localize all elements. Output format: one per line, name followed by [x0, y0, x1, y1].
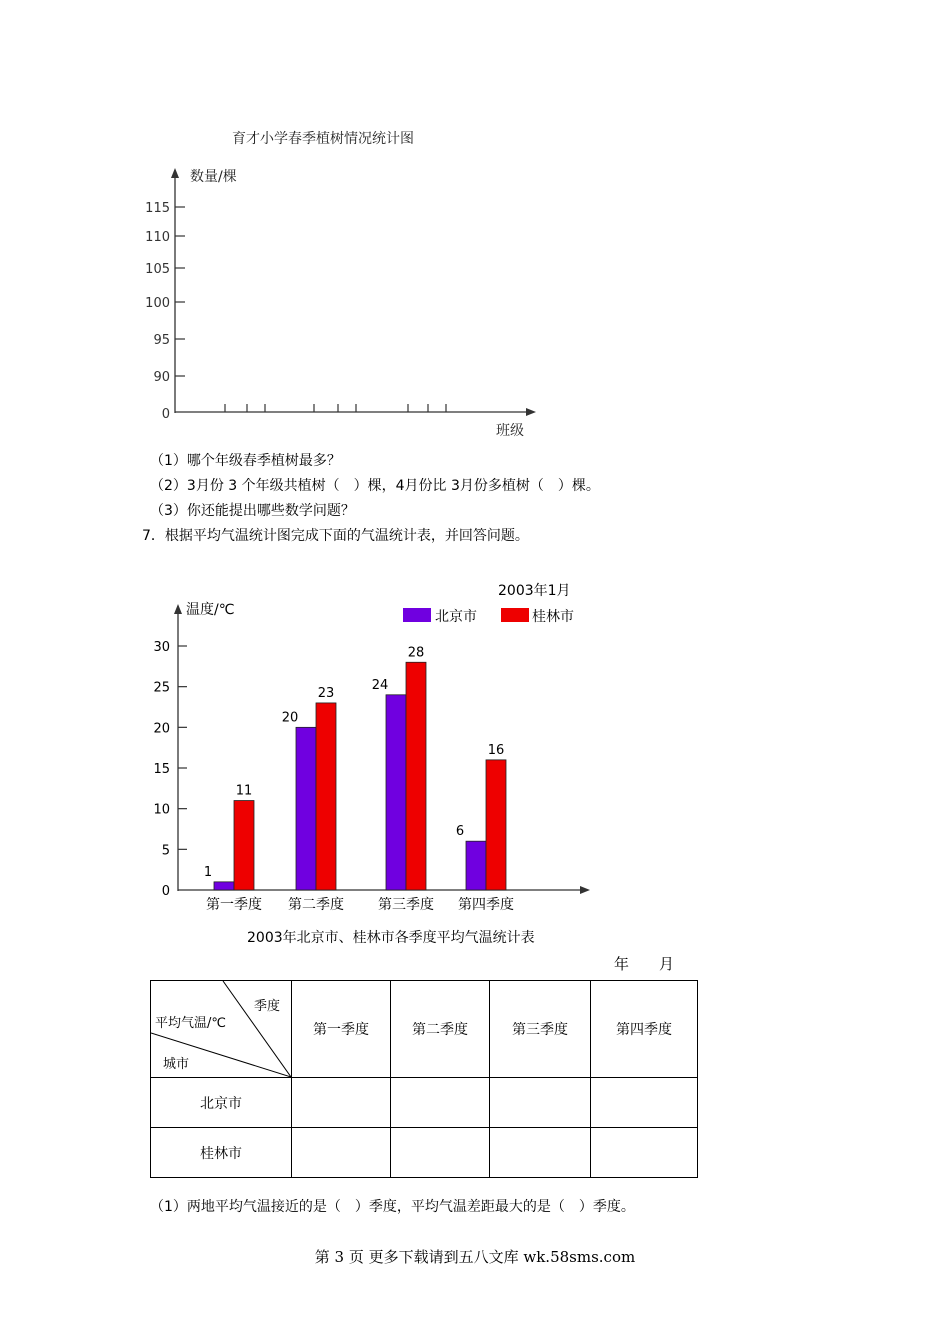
table-row-label-guilin: 桂林市	[151, 1128, 292, 1178]
bar-value-label: 24	[371, 677, 389, 693]
chart2-category-label: 第四季度	[458, 897, 514, 913]
table-cell[interactable]	[292, 1078, 391, 1128]
legend-swatch-guilin	[501, 608, 529, 622]
chart2-category-label: 第二季度	[288, 897, 344, 913]
chart2-ytick-label: 5	[161, 843, 170, 859]
bar-value-label: 16	[487, 742, 505, 758]
corner-label-city: 城市	[163, 1057, 190, 1072]
question-3: （3）你还能提出哪些数学问题？	[150, 503, 355, 519]
question-last: （1）两地平均气温接近的是（ ）季度，平均气温差距最大的是（ ）季度。	[150, 1199, 635, 1215]
chart1-ytick-label: 115	[145, 201, 170, 216]
chart2-ytick-label: 20	[153, 721, 170, 737]
question-1: （1）哪个年级春季植树最多？	[150, 453, 341, 469]
table-cell[interactable]	[391, 1078, 490, 1128]
bar-beijing-q4	[466, 841, 486, 890]
legend-label-beijing: 北京市	[435, 609, 477, 625]
legend-swatch-beijing	[403, 608, 431, 622]
bar-value-label: 11	[235, 783, 253, 799]
table-header-q3: 第三季度	[490, 981, 591, 1078]
chart1-ylabel: 数量/棵	[190, 169, 237, 185]
chart2-ytick-label: 15	[153, 762, 170, 777]
tree-planting-chart	[140, 160, 560, 450]
chart2-ytick-label: 0	[161, 884, 170, 899]
table-cell[interactable]	[490, 1128, 591, 1178]
corner-label-temp: 平均气温/℃	[155, 1016, 226, 1031]
chart1-ytick-label: 110	[145, 230, 170, 245]
page-footer: 第 3 页 更多下载请到五八文库 wk.58sms.com	[314, 1248, 636, 1266]
bar-guilin-q1	[234, 801, 254, 890]
table-date: 年 月	[614, 955, 675, 973]
table-cell[interactable]	[591, 1078, 698, 1128]
question-7: 7．根据平均气温统计图完成下面的气温统计表，并回答问题。	[142, 528, 529, 544]
bar-value-label: 1	[203, 864, 213, 880]
bar-guilin-q2	[316, 703, 336, 890]
bar-value-label: 6	[455, 824, 465, 840]
chart2-date-label: 2003年1月	[498, 583, 571, 599]
bar-beijing-q2	[296, 727, 316, 890]
bar-guilin-q4	[486, 760, 506, 890]
chart1-ytick-label: 90	[153, 370, 170, 385]
table-row-label-beijing: 北京市	[151, 1078, 292, 1128]
chart1-title: 育才小学春季植树情况统计图	[232, 131, 414, 147]
chart1-ytick-label: 0	[161, 407, 170, 422]
bar-beijing-q1	[214, 882, 234, 890]
table-cell[interactable]	[490, 1078, 591, 1128]
chart1-ytick-label: 95	[153, 333, 170, 348]
table-header-q1: 第一季度	[292, 981, 391, 1078]
temperature-bar-chart	[140, 575, 600, 920]
chart1-ytick-label: 100	[145, 296, 170, 311]
chart2-ytick-label: 30	[153, 640, 170, 655]
table-title: 2003年北京市、桂林市各季度平均气温统计表	[247, 930, 535, 946]
chart2-ytick-label: 25	[153, 680, 170, 696]
question-2: （2）3月份 3 个年级共植树（ ）棵，4月份比 3月份多植树（ ）棵。	[150, 478, 600, 494]
chart2-category-label: 第一季度	[206, 897, 262, 913]
table-cell[interactable]	[391, 1128, 490, 1178]
temperature-table	[150, 980, 698, 1178]
table-header-q4: 第四季度	[591, 981, 698, 1078]
bar-value-label: 28	[407, 645, 425, 661]
legend-label-guilin: 桂林市	[532, 609, 574, 625]
table-header-q2: 第二季度	[391, 981, 490, 1078]
chart2-category-label: 第三季度	[378, 897, 434, 913]
bar-value-label: 20	[281, 710, 299, 726]
table-cell[interactable]	[591, 1128, 698, 1178]
table-cell[interactable]	[292, 1128, 391, 1178]
bar-guilin-q3	[406, 662, 426, 890]
chart1-ytick-label: 105	[145, 262, 170, 277]
corner-label-season: 季度	[254, 999, 281, 1014]
chart2-ylabel: 温度/℃	[186, 602, 235, 618]
chart1-xlabel: 班级	[496, 423, 524, 439]
table-corner-cell	[151, 981, 292, 1078]
chart2-ytick-label: 10	[153, 802, 170, 818]
bar-beijing-q3	[386, 695, 406, 890]
bar-value-label: 23	[317, 685, 335, 701]
